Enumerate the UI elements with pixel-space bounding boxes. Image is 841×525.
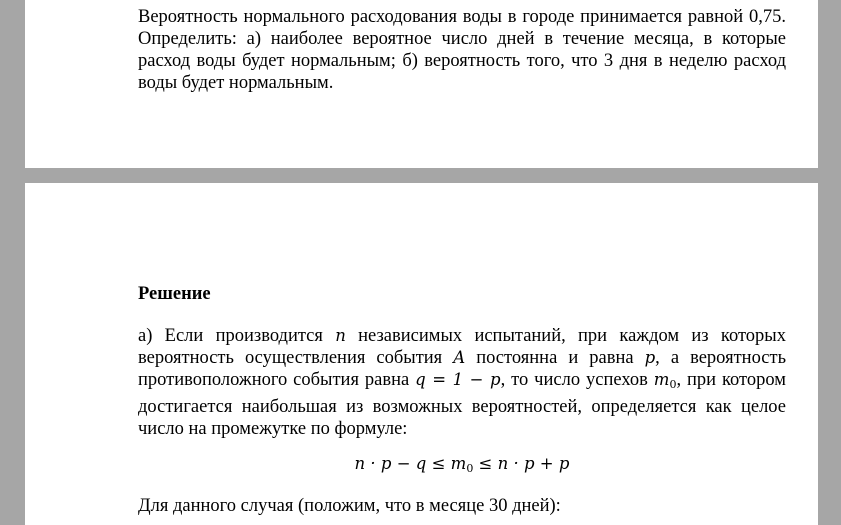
formula-most-probable-number xyxy=(138,453,786,480)
case-text: Для данного случая (положим, что в месяце 30 дней): xyxy=(138,496,561,516)
variable-a: A xyxy=(453,348,466,367)
variable-p: p xyxy=(644,348,656,367)
document-page-2 xyxy=(25,183,818,525)
variable-m0-base: m xyxy=(653,370,670,389)
text-segment: а) Если производится xyxy=(138,326,336,346)
variable-m0-subscript: 0 xyxy=(669,378,677,391)
formula-subscript: 0 xyxy=(466,462,474,475)
solution-heading: Решение xyxy=(138,284,211,304)
solution-paragraph-a xyxy=(138,325,786,440)
document-page-1 xyxy=(25,0,818,168)
variable-m0 xyxy=(654,370,677,389)
variable-n: n xyxy=(335,326,346,345)
expression-q: q = 1 − p xyxy=(415,370,501,389)
text-segment: , при котором достигается наибольшая из возможных вероятностей, определяется как целое число на промежутке по формуле: xyxy=(138,370,786,439)
text-segment: , то число успехов xyxy=(500,370,654,390)
text-segment: постоянна и равна xyxy=(465,348,645,368)
problem-text: Вероятность нормального расходования воды в городе принимается равной 0,75. Определить: а) наиболее вероятное число дней в течение месяца, в которые расход воды будет нормальным; б) вероятность того, что 3 дня в неделю расход воды будет нормальным. xyxy=(138,7,786,93)
text-segment: независимых испытаний, при каждом из которых вероятность осуществления события xyxy=(138,326,786,368)
text-segment: , а вероятность противоположного события равна xyxy=(138,348,787,390)
formula-right: ≤ n · p + p xyxy=(473,454,570,473)
formula-left: n · p − q ≤ m xyxy=(354,454,467,473)
